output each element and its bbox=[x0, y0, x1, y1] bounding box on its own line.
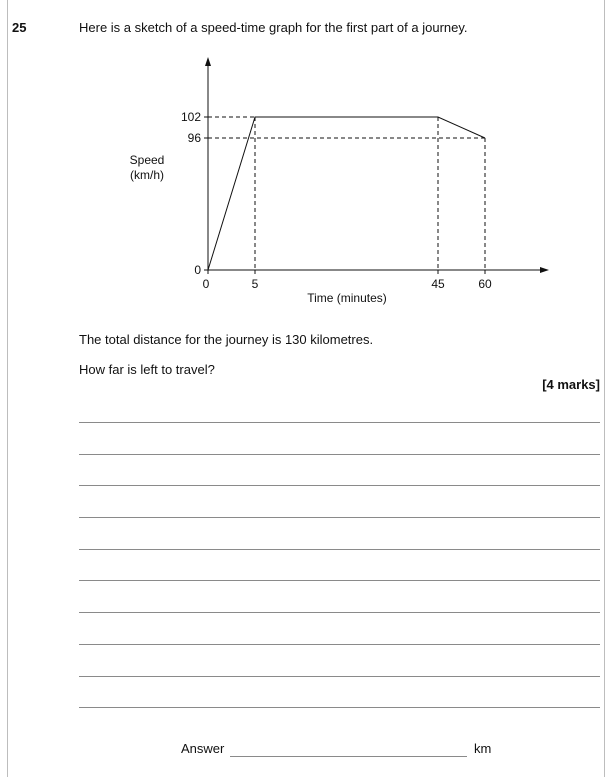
x-tick-label-5: 5 bbox=[251, 277, 259, 291]
working-line[interactable] bbox=[79, 454, 600, 455]
answer-field[interactable] bbox=[230, 756, 467, 757]
journey-line bbox=[208, 117, 485, 270]
working-line[interactable] bbox=[79, 517, 600, 518]
working-line[interactable] bbox=[79, 485, 600, 486]
working-line[interactable] bbox=[79, 676, 600, 677]
answer-unit: km bbox=[474, 741, 492, 756]
x-axis-label: Time (minutes) bbox=[307, 291, 387, 305]
working-line[interactable] bbox=[79, 612, 600, 613]
x-tick-label-0: 0 bbox=[202, 277, 210, 291]
x-axis-arrow bbox=[540, 267, 549, 273]
question-prompt: How far is left to travel? bbox=[79, 362, 215, 377]
question-intro: Here is a sketch of a speed-time graph for the first part of a journey. bbox=[79, 20, 468, 35]
answer-label: Answer bbox=[181, 741, 225, 756]
marks-label: [4 marks] bbox=[542, 377, 600, 392]
x-tick-label-45: 45 bbox=[431, 277, 445, 291]
working-lines[interactable] bbox=[79, 422, 600, 739]
y-axis-label-line1: Speed bbox=[129, 153, 165, 167]
x-tick-label-60: 60 bbox=[478, 277, 492, 291]
y-tick-label-102: 102 bbox=[180, 110, 201, 124]
working-line[interactable] bbox=[79, 644, 600, 645]
working-line[interactable] bbox=[79, 580, 600, 581]
y-axis-label-line2: (km/h) bbox=[130, 168, 164, 182]
question-statement: The total distance for the journey is 130 kilometres. bbox=[79, 332, 374, 347]
working-line[interactable] bbox=[79, 549, 600, 550]
speed-time-graph bbox=[0, 0, 608, 330]
y-tick-label-96: 96 bbox=[187, 131, 201, 145]
working-line[interactable] bbox=[79, 707, 600, 708]
working-line[interactable] bbox=[79, 422, 600, 423]
question-number: 25 bbox=[12, 20, 27, 35]
y-axis-arrow bbox=[205, 57, 211, 66]
y-tick-label-0: 0 bbox=[194, 263, 201, 277]
